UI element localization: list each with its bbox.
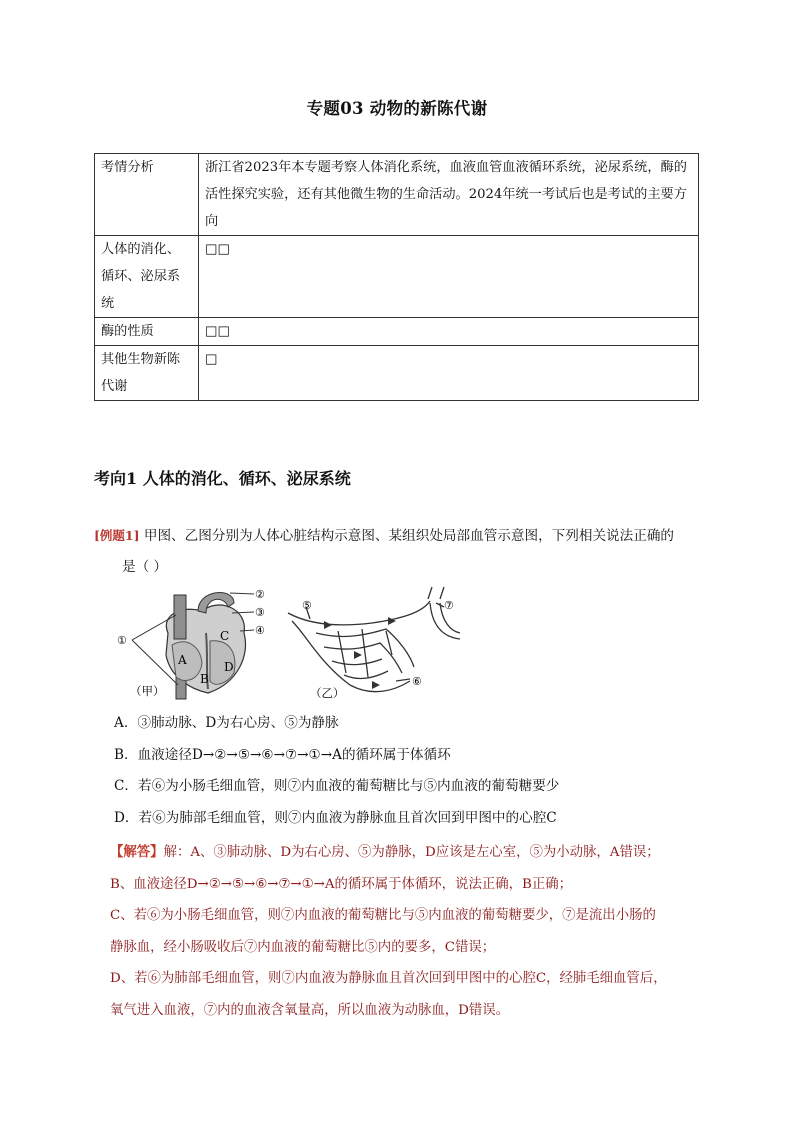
pointer-line [230,593,254,594]
section-heading: 考向1 人体的消化、循环、泌尿系统 [94,469,351,488]
answer-line: 解：A、③肺动脉、D为右心房、⑤为静脉，D应该是左心室，⑤为小动脉，A错误； [163,845,660,860]
flow-arrow [354,651,362,659]
vessel-label-6: ⑥ [412,675,422,688]
heart-label-D: D [224,660,234,674]
answer-explanation [110,837,715,1026]
heart-label-1: ① [117,634,127,647]
answer-line: 氧气进入血液，⑦内的血液含氧量高，所以血液为动脉血，D错误。 [110,1002,510,1018]
stem-line1: 甲图、乙图分别为人体心脏结构示意图、某组织处局部血管示意图，下列相关说法正确的 [143,528,675,544]
heart-label-2: ② [255,588,265,601]
answer-line: B、血液途径D→②→⑤→⑥→⑦→①→A的循环属于体循环，说法正确，B正确； [110,876,573,892]
heart-label-A: A [178,653,187,667]
vessel-caption: （乙） [310,686,345,700]
option-b: B．血液途径D→②→⑤→⑥→⑦→①→A的循环属于体循环 [114,746,451,763]
pointer-line [396,679,410,681]
table-row [95,154,699,236]
table-row [95,318,699,346]
row-label: 考情分析 [95,154,199,236]
answer-options [114,708,714,834]
table-row [95,236,699,318]
stem-line2: 是（ ） [122,559,168,575]
option-c: C．若⑥为小肠毛细血管，则⑦内血液的葡萄糖比与⑤内血液的葡萄糖要少 [114,778,560,794]
row-label: 酶的性质 [95,318,199,346]
answer-line: C、若⑥为小肠毛细血管，则⑦内血液的葡萄糖比与⑤内血液的葡萄糖要少，⑦是流出小肠的 [110,908,656,923]
heart-label-C: C [220,629,230,643]
overview-table [94,153,699,401]
capillary [332,659,382,665]
answer-line: D、若⑥为肺部毛细血管，则⑦内血液为静脉血且首次回到甲图中的心腔C，经肺毛细血管后， [110,971,667,986]
page-title: 专题03 动物的新陈代谢 [306,99,488,118]
question-tag: [例题1] [94,528,140,543]
row-content: □ [199,346,699,401]
answer-line: 静脉血，经小肠吸收后⑦内血液的葡萄糖比⑤内的要多，C错误； [110,939,496,955]
question-stem [94,520,706,583]
question-figure [110,585,470,707]
vessel-label-7: ⑦ [444,599,454,612]
row-label: 其他生物新陈代谢 [95,346,199,401]
heart-caption: （甲） [130,684,165,698]
row-label: 人体的消化、循环、泌尿系统 [95,236,199,318]
option-a: A．③肺动脉、D为右心房、⑤为静脉 [114,715,339,731]
figure-svg [110,585,470,703]
heart-diagram [117,588,265,699]
row-content: □□ [199,236,699,318]
answer-label: 【解答】 [110,844,164,860]
heart-label-4: ④ [255,624,265,637]
vein-vessel [428,587,444,599]
vena-cava [174,595,186,639]
vessel-label-5: ⑤ [302,599,312,612]
heart-label-3: ③ [255,606,265,619]
flow-arrow [324,621,332,629]
row-content: 浙江省2023年本专题考察人体消化系统，血液血管血液循环系统，泌尿系统，酶的活性探究实验，还有其他微生物的生命活动。2024年统一考试后也是考试的主要方向 [199,154,699,236]
flow-arrow [372,681,380,689]
option-d: D．若⑥为肺部毛细血管，则⑦内血液为静脉血且首次回到甲图中的心腔C [114,809,557,826]
vessel-diagram [288,587,460,692]
heart-label-B: B [200,672,209,686]
capillary [344,671,388,678]
row-content: □□ [199,318,699,346]
table-row [95,346,699,401]
